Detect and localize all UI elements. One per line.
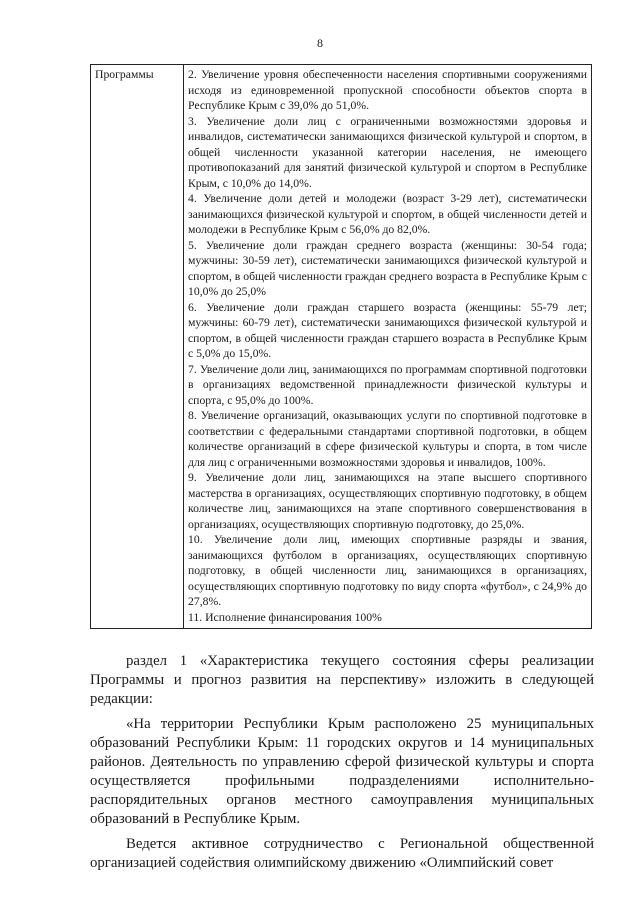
municipalities-paragraph: «На территории Республики Крым расположено 25 муниципальных образований Республики Крым: 11 городских округов и 14 муниципальных районов. Деятельность по управлению сферой физической культуры и спорта осуществляется профильными подразделениями исполнительно-распорядительных органов местного самоуправления муниципальных образований в Республике Крым.	[90, 716, 594, 827]
indicators-cell	[184, 65, 592, 629]
program-indicators-table	[90, 64, 592, 629]
indicator-item-3: 3. Увеличение доли лиц с ограниченными возможностями здоровья и инвалидов, систематически занимающихся физической культурой и спортом, в общей численности указанной категории населения, не имеющего противопоказаний для занятий физической культурой и спортом в Республике Крым, с 10,0% до 14,0%.	[188, 114, 587, 190]
indicator-item-2: 2. Увеличение уровня обеспеченности населения спортивными сооружениями исходя из единовременной пропускной способности объектов спорта в Республике Крым с 39,0% до 51,0%.	[188, 68, 587, 112]
indicator-item-5: 5. Увеличение доли граждан среднего возраста (женщины: 30-54 года; мужчины: 30-59 лет), систематически занимающихся физической культурой и спортом, в общей численности граждан среднего возраста в Республике Крым с 10,0% до 25,0%	[188, 238, 587, 298]
indicator-item-4: 4. Увеличение доли детей и молодежи (возраст 3-29 лет), систематически занимающихся физической культурой и спортом, в общей численности детей и молодежи в Республике Крым с 56,0% до 82,0%.	[188, 192, 587, 236]
indicator-item-10: 10. Увеличение доли лиц, имеющих спортивные разряды и звания, занимающихся футболом в организациях, осуществляющих спортивную подготовку, в общей численности лиц, занимающихся в организациях, осуществляющих спортивную подготовку по виду спорта «футбол», с 24,9% до 27,8%.	[188, 533, 587, 608]
page-number: 8	[317, 36, 323, 50]
table-row	[91, 65, 592, 629]
indicator-item-8: 8. Увеличение организаций, оказывающих услуги по спортивной подготовке в соответствии с федеральными стандартами спортивной подготовки, в общем количестве организаций в сфере физической культуры и спорта, в том числе для лиц с ограниченными возможностями здоровья и инвалидов, 100%.	[188, 409, 587, 469]
indicator-item-9: 9. Увеличение доли лиц, занимающихся на этапе высшего спортивного мастерства в организациях, осуществляющих спортивную подготовку, в общем количестве лиц, занимающихся на этапе спортивного совершенствования в организациях, осуществляющих спортивную подготовку, до 25,0%.	[188, 471, 587, 531]
row-label: Программы	[91, 65, 184, 629]
indicator-item-11: 11. Исполнение финансирования 100%	[188, 610, 382, 624]
section-intro-paragraph: раздел 1 «Характеристика текущего состояния сферы реализации Программы и прогноз развития на перспективу» изложить в следующей редакции:	[90, 653, 594, 707]
document-body	[90, 652, 594, 873]
cooperation-paragraph: Ведется активное сотрудничество с Региональной общественной организацией содействия олимпийскому движению «Олимпийский совет	[90, 836, 594, 871]
indicator-item-6: 6. Увеличение доли граждан старшего возраста (женщины: 55-79 лет; мужчины: 60-79 лет), систематически занимающихся физической культурой и спортом, в общей численности граждан старшего возраста в Республике Крым с 5,0% до 15,0%.	[188, 300, 587, 360]
indicator-item-7: 7. Увеличение доли лиц, занимающихся по программам спортивной подготовки в организациях ведомственной принадлежности физической культуры и спорта, с 95,0% до 100%.	[188, 362, 587, 407]
